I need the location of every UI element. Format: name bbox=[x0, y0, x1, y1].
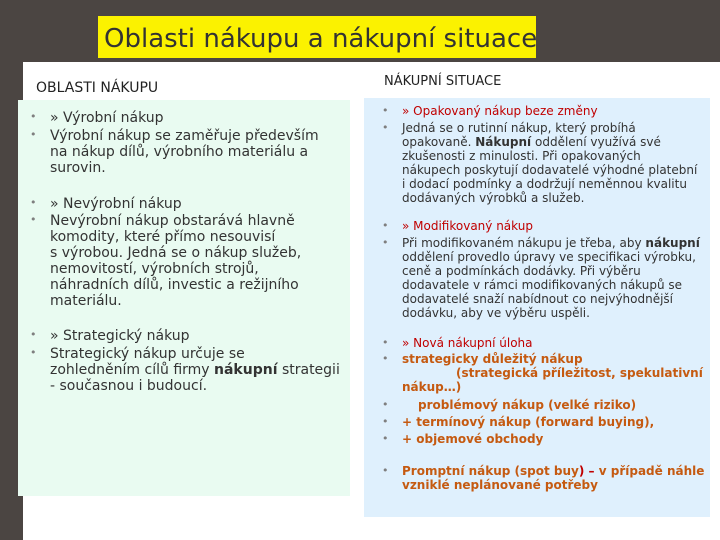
bullet-icon: • bbox=[30, 196, 37, 209]
item-heading: » Modifikovaný nákup bbox=[402, 219, 533, 233]
item-text: problémový nákup (velké riziko) bbox=[418, 398, 637, 412]
bullet-icon: • bbox=[382, 236, 389, 249]
bullet-icon: • bbox=[382, 336, 389, 349]
item-text: Výrobní nákup se zaměřuje především na nákup dílů, výrobního materiálu a surovin. bbox=[50, 128, 319, 176]
bullet-icon: • bbox=[382, 104, 389, 117]
bullet-icon: • bbox=[382, 464, 389, 477]
slide-title: Oblasti nákupu a nákupní situace bbox=[98, 16, 536, 58]
item-text: + objemové obchody bbox=[402, 432, 544, 446]
bullet-icon: • bbox=[30, 110, 37, 123]
item-text: Strategický nákup určuje se zohledněním cílů firmy nákupní strategii - současnou i budoucí. bbox=[50, 346, 340, 394]
bullet-icon: • bbox=[382, 352, 389, 365]
bullet-icon: • bbox=[30, 213, 37, 226]
item-text: strategicky důležitý nákup (strategická příležitost, spekulativní nákup…) bbox=[402, 352, 703, 394]
item-text: Nevýrobní nákup obstarává hlavně komodity, které přímo nesouvisí s výrobou. Jedná se o nákup služeb, nemovitostí, výrobních strojů, náhradních dílů, investic a režijního materiálu. bbox=[50, 213, 302, 309]
bullet-icon: • bbox=[382, 219, 389, 232]
item-heading: » Strategický nákup bbox=[50, 328, 190, 344]
bullet-icon: • bbox=[30, 328, 37, 341]
bullet-icon: • bbox=[382, 415, 389, 428]
item-heading: » Nevýrobní nákup bbox=[50, 196, 182, 212]
item-heading: » Opakovaný nákup beze změny bbox=[402, 104, 598, 118]
item-heading: » Nová nákupní úloha bbox=[402, 336, 533, 350]
bullet-icon: • bbox=[30, 346, 37, 359]
item-text: Promptní nákup (spot buy) – v případě náhle vzniklé neplánované potřeby bbox=[402, 464, 705, 492]
item-text: Jedná se o rutinní nákup, který probíhá opakovaně. Nákupní oddělení využívá své zkušenosti z minulosti. Při opakovaných nákupech poskytují dodavatelé výhodné platební i dodací podmínky a dodržují neměnnou kvalitu dodávaných výrobků a služeb. bbox=[402, 121, 698, 205]
right-header: NÁKUPNÍ SITUACE bbox=[384, 74, 502, 89]
bullet-icon: • bbox=[30, 128, 37, 141]
item-text: + termínový nákup (forward buying), bbox=[402, 415, 655, 429]
bullet-icon: • bbox=[382, 121, 389, 134]
left-header: OBLASTI NÁKUPU bbox=[36, 80, 159, 96]
bullet-icon: • bbox=[382, 432, 389, 445]
item-text: Při modifikovaném nákupu je třeba, aby nákupní oddělení provedlo úpravy ve specifikaci výrobku, ceně a podmínkách dodávky. Při výběru dodavatele v rámci modifikovaných nákupů se dodavatelé snaží nabídnout co nejvýhodnější dodávku, aby ve výběru uspěli. bbox=[402, 236, 700, 320]
item-heading: » Výrobní nákup bbox=[50, 110, 164, 126]
bullet-icon: • bbox=[382, 398, 389, 411]
